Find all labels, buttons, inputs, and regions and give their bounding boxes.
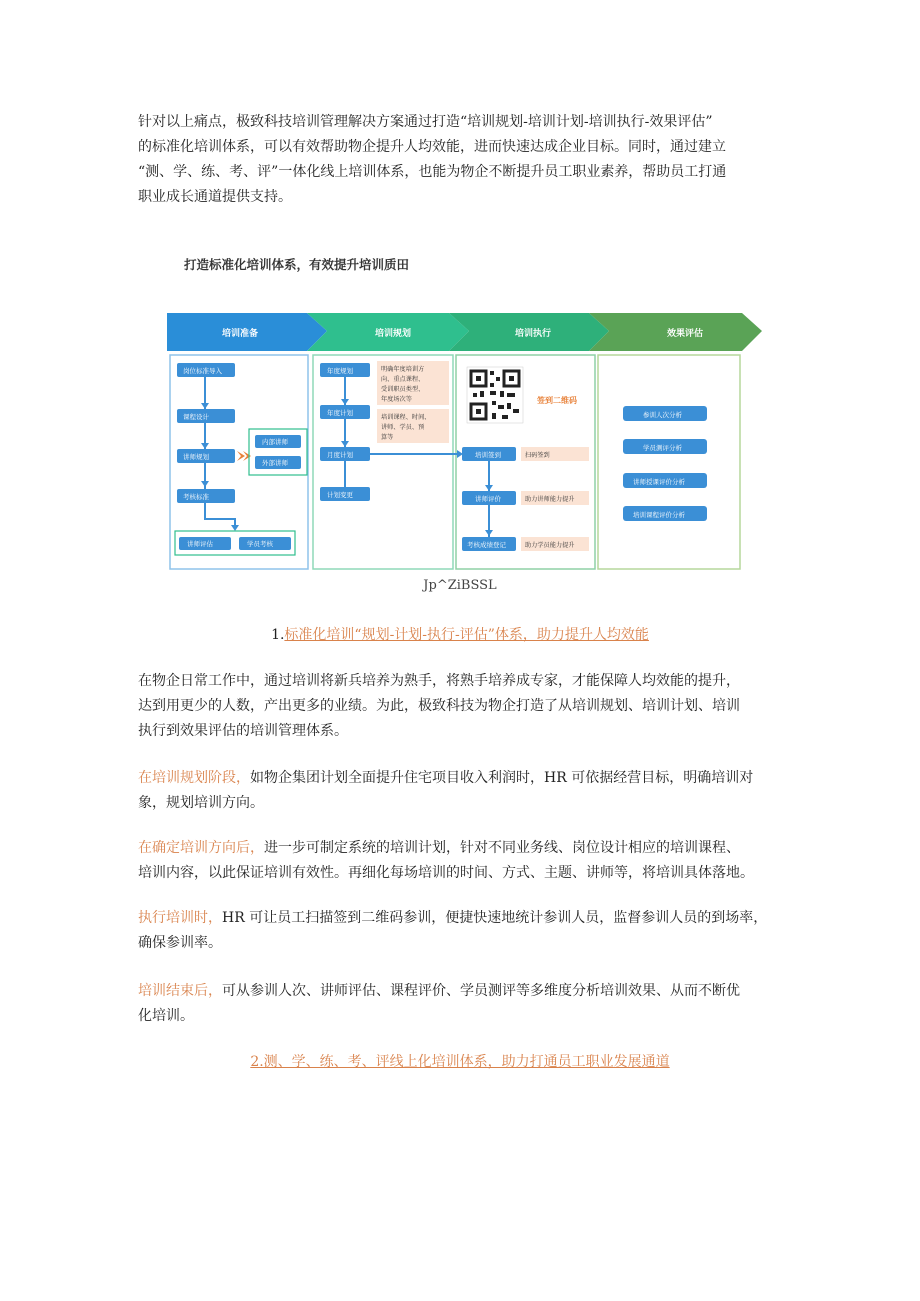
flow-box-label: 外部讲师	[262, 459, 288, 467]
arrow-head	[485, 485, 493, 491]
note-line: 向、重点课程、	[381, 376, 425, 383]
paragraph-text: 可从参训人次、讲师评估、课程评价、学员测评等多维度分析培训效果、从而不断优	[222, 983, 740, 999]
paragraph-line: 象，规划培训方向。	[138, 795, 264, 811]
arrow-head	[341, 441, 349, 447]
stage-label: 培训准备	[222, 329, 259, 339]
intro-paragraph	[138, 110, 828, 210]
note-line: 培训课程、时间、	[381, 414, 431, 421]
highlight-lead: 培训结束后，	[138, 983, 222, 999]
intro-line: “测、学、练、考、评”一体化线上培训体系，也能为物企不断提升员工职业素养，帮助员工打通	[138, 164, 727, 180]
stage-label: 培训规划	[375, 329, 412, 339]
intro-line: 针对以上痛点，极致科技培训管理解决方案通过打造“培训规划-培训计划-培训执行-效果评估”	[138, 114, 713, 130]
flow-box-label: 讲师规划	[183, 453, 209, 461]
flow-line	[205, 503, 235, 527]
completion-paragraph	[138, 979, 828, 1029]
flow-box-label: 考核标准	[183, 493, 209, 501]
paragraph-line	[138, 906, 828, 931]
paragraph-text: 进一步可制定系统的培训计划，针对不同业务线、岗位设计相应的培训课程、	[264, 840, 740, 856]
figure-title: 打造标准化培训体系，有效提升培训质田	[184, 257, 410, 272]
note-line: 受训职员类型、	[381, 386, 425, 393]
note-line: 助力讲师能力提升	[525, 496, 575, 503]
intro-line: 的标准化培训体系，可以有效帮助物企提升人均效能，进而快速达成企业目标。同时，通过建立	[138, 139, 726, 155]
flow-box-label: 内部讲师	[262, 438, 288, 446]
section1-heading-link[interactable]: 标准化培训“规划-计划-执行-评估”体系，助力提升人均效能	[284, 627, 649, 643]
note-line: 助力学员能力提升	[525, 542, 575, 549]
note-line: 算等	[381, 434, 394, 441]
chevron-right-icon	[237, 451, 245, 461]
highlight-lead: 执行培训时，	[138, 910, 222, 926]
paragraph-line	[138, 979, 828, 1004]
qr-code-icon	[467, 367, 523, 423]
arrow-head	[201, 403, 209, 409]
note-line: 扫码签到	[525, 452, 550, 459]
eval-box-label: 培训课程评价分析	[633, 511, 685, 519]
eval-box-label: 讲师授课评价分析	[633, 478, 685, 486]
paragraph-text: 如物企集团计划全面提升住宅项目收入利润时，HR 可依据经营目标，明确培训对	[250, 770, 754, 786]
note-line: 讲师、学员、预	[381, 424, 425, 431]
paragraph-line: 培训内容，以此保证培训有效性。再细化每场培训的时间、方式、主题、讲师等，将培训具体落地。	[138, 865, 754, 881]
arrow-head	[485, 530, 493, 536]
paragraph-line: 达到用更少的人数，产出更多的业绩。为此，极致科技为物企打造了从培训规划、培训计划、培训	[138, 698, 740, 714]
paragraph-line	[138, 836, 828, 861]
flow-box-label: 年度规划	[327, 367, 353, 375]
stage-label: 培训执行	[515, 329, 552, 339]
flow-box-label: 月度计划	[327, 451, 353, 459]
paragraph-text: HR 可让员工扫描签到二维码参训，便捷快速地统计参训人员，监督参训人员的到场率，	[222, 910, 768, 926]
qr-label: 签到二维码	[537, 396, 577, 405]
stage-label: 效果评估	[667, 329, 704, 339]
training-system-diagram	[167, 311, 762, 573]
paragraph-line: 确保参训率。	[138, 935, 222, 951]
section1-number: 1.	[271, 627, 285, 643]
column-frame-eval	[598, 355, 740, 569]
flow-box-label: 课程设计	[183, 413, 209, 421]
note-line: 年度场次等	[381, 396, 412, 403]
highlight-lead: 在培训规划阶段，	[138, 770, 250, 786]
flow-box-label: 考核成绩登记	[467, 541, 506, 549]
direction-paragraph	[138, 836, 828, 886]
section1-heading[interactable]	[0, 625, 920, 645]
intro-line: 职业成长通道提供支持。	[138, 189, 292, 205]
execution-paragraph	[138, 906, 828, 956]
paragraph-line: 在物企日常工作中，通过培训将新兵培养为熟手，将熟手培养成专家，才能保障人均效能的提升，	[138, 673, 740, 689]
flow-box-label: 讲师评估	[187, 540, 213, 548]
note-line: 明确年度培训方	[381, 366, 425, 373]
highlight-lead: 在确定培训方向后，	[138, 840, 264, 856]
paragraph-line: 执行到效果评估的培训管理体系。	[138, 723, 348, 739]
figure-caption: Jp^ZiBSSL	[423, 578, 497, 593]
flow-box-label: 学员考核	[247, 540, 273, 548]
section2-heading[interactable]	[0, 1052, 920, 1072]
planning-paragraph	[138, 766, 828, 816]
section1-paragraph	[138, 669, 828, 744]
eval-box-label: 参训人次分析	[643, 411, 682, 419]
arrow-head	[231, 525, 239, 531]
eval-box-label: 学员测评分析	[643, 444, 682, 452]
arrow-head	[341, 399, 349, 405]
flow-box-label: 讲师评价	[475, 495, 501, 503]
arrow-head	[201, 481, 209, 487]
flow-box-label: 年度计划	[327, 409, 353, 417]
paragraph-line	[138, 766, 828, 791]
flow-box-label: 计划变更	[327, 491, 353, 499]
section2-heading-link[interactable]: 2.测、学、练、考、评线上化培训体系，助力打通员工职业发展通道	[250, 1054, 670, 1070]
arrow-head	[201, 443, 209, 449]
flow-box-label: 培训签到	[475, 451, 501, 459]
paragraph-line: 化培训。	[138, 1008, 194, 1024]
flow-box-label: 岗位标准导入	[183, 367, 222, 375]
